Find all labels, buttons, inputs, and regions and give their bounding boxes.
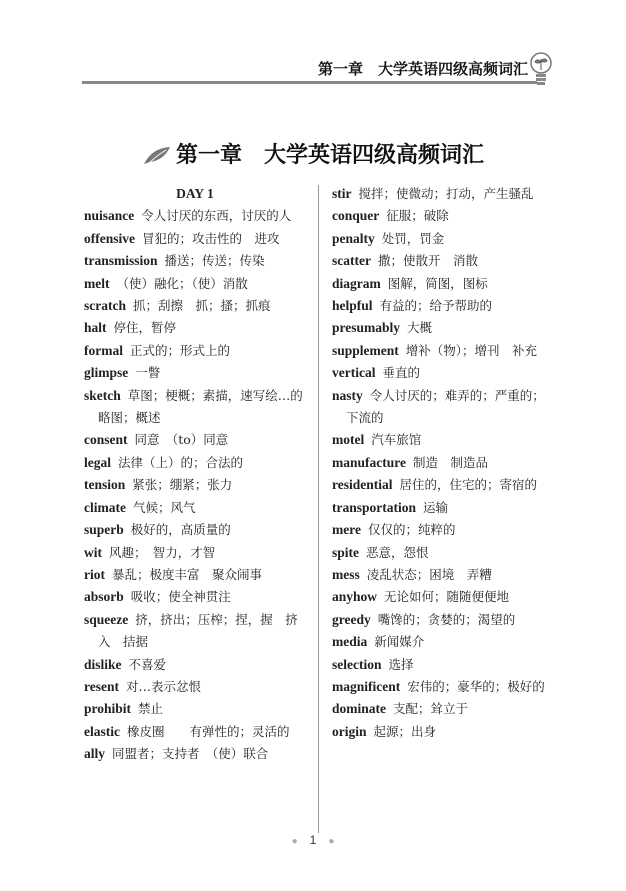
vocab-entry	[84, 654, 306, 676]
vocab-entry	[84, 452, 306, 474]
day-heading: DAY 1	[176, 186, 214, 201]
vocab-definition: 增补（物）；增刊 补充	[405, 342, 538, 358]
vocab-definition: 运输	[423, 499, 449, 515]
vocab-definition: 对…表示忿恨	[126, 678, 202, 694]
vocab-definition: 橡皮圈 有弹性的；灵活的	[127, 723, 290, 739]
vocab-definition: 同盟者；支持者 （使）联合	[112, 746, 269, 762]
vocab-definition: 有益的；给予帮助的	[379, 298, 493, 314]
vocab-word: media	[332, 634, 368, 650]
vocab-word: transmission	[84, 253, 158, 269]
vocab-definition: 宏伟的；豪华的；极好的	[407, 678, 545, 694]
vocab-word: dislike	[84, 656, 122, 672]
vocab-definition: 正式的；形式上的	[129, 342, 230, 358]
vocab-entry	[84, 429, 306, 451]
chapter-title-text: 第一章 大学英语四级高频词汇	[175, 143, 484, 168]
vocab-word: wit	[84, 544, 102, 560]
vocab-word: anyhow	[332, 589, 378, 605]
vocab-entry	[84, 250, 306, 272]
vocab-word: residential	[332, 477, 393, 493]
vocab-word: mere	[332, 522, 361, 538]
vocab-word: stir	[332, 186, 352, 201]
vocab-entry	[332, 474, 554, 496]
vocab-entry	[84, 317, 306, 339]
vocab-definition: 处罚，罚金	[381, 230, 445, 246]
vocab-entry	[332, 721, 554, 743]
vocab-word: scratch	[84, 298, 126, 314]
vocab-definition: 无论如何；随随便便地	[384, 589, 510, 605]
vocab-definition: 禁止	[138, 701, 164, 717]
vocab-word: supplement	[332, 342, 399, 358]
vocab-entry	[332, 317, 554, 339]
vocab-entry	[332, 564, 554, 586]
vocab-definition: 制造 制造品	[413, 454, 489, 470]
footer-dot: ●	[328, 836, 335, 847]
vocab-entry	[84, 542, 306, 564]
vocab-word: offensive	[84, 230, 135, 246]
vocab-definition: 一瞥	[135, 365, 161, 381]
vocab-entry	[332, 183, 554, 205]
vocab-definition: 大概	[407, 320, 433, 336]
vocab-entry	[332, 340, 554, 362]
vocab-entry	[332, 250, 554, 272]
vocab-entry	[84, 474, 306, 496]
vocab-entry	[332, 631, 554, 653]
vocab-definition: 冒犯的；攻击性的 进攻	[142, 230, 280, 246]
vocab-word: prohibit	[84, 701, 132, 717]
vocab-definition: 草图；梗概；素描，速写绘…的略图；概述	[98, 387, 303, 426]
lightbulb-sprout-icon	[528, 50, 554, 90]
vocab-definition: 同意 （to）同意	[134, 432, 229, 448]
chapter-title	[0, 138, 626, 169]
vocab-definition: 新闻媒介	[374, 634, 425, 650]
page-number: 1	[309, 833, 317, 847]
vocab-word: tension	[84, 477, 126, 493]
vocab-entry	[84, 519, 306, 541]
vocab-entry	[84, 340, 306, 362]
vocab-entry	[332, 295, 554, 317]
vocab-definition: 法律（上）的；合法的	[118, 454, 244, 470]
vocab-definition: 令人讨厌的东西，讨厌的人	[141, 208, 292, 224]
vocab-entry	[84, 362, 306, 384]
vocab-definition: 暴乱；极度丰富 聚众闹事	[112, 566, 263, 582]
vocab-word: dominate	[332, 701, 386, 717]
vocab-entry	[332, 362, 554, 384]
vocab-word: origin	[332, 723, 367, 739]
vocab-definition: 挤，挤出；压榨；捏，握 挤入 拮据	[98, 611, 298, 650]
vocab-definition: 起源；出身	[373, 723, 437, 739]
vocab-entry	[84, 698, 306, 720]
vocab-entry	[332, 205, 554, 227]
vocab-definition: 居住的，住宅的；寄宿的	[399, 477, 538, 493]
vocab-entry	[332, 654, 554, 676]
vocab-word: climate	[84, 499, 126, 515]
vocab-definition: 极好的，高质量的	[130, 522, 231, 538]
vocab-word: formal	[84, 342, 123, 358]
footer-dot: ●	[291, 836, 298, 847]
vocab-word: consent	[84, 432, 128, 448]
vocab-entry	[84, 676, 306, 698]
vocab-word: vertical	[332, 365, 376, 381]
vocab-word: selection	[332, 656, 382, 672]
vocab-word: manufacture	[332, 454, 406, 470]
vocab-word: absorb	[84, 589, 124, 605]
vocab-word: greedy	[332, 611, 371, 627]
vocab-entry	[332, 273, 554, 295]
vocab-definition: 抓；刮擦 抓；搔；抓痕	[132, 298, 271, 314]
vocab-entry	[332, 698, 554, 720]
vocab-entry	[332, 586, 554, 608]
leaf-icon	[142, 144, 172, 168]
vocab-word: squeeze	[84, 611, 129, 627]
vocab-definition: 垂直的	[382, 365, 420, 381]
vocab-entry	[332, 228, 554, 250]
vocab-word: elastic	[84, 723, 120, 739]
vocab-word: legal	[84, 454, 111, 470]
vocab-entry	[332, 429, 554, 451]
vocab-word: conquer	[332, 208, 380, 224]
vocab-definition: 支配；耸立于	[393, 701, 469, 717]
vocab-word: motel	[332, 432, 365, 448]
vocab-word: glimpse	[84, 365, 129, 381]
vocab-entry	[332, 385, 554, 430]
vocab-entry	[84, 743, 306, 765]
vocab-definition: 仅仅的；纯粹的	[367, 522, 456, 538]
vocab-word: spite	[332, 544, 359, 560]
vocab-entry	[84, 586, 306, 608]
vocab-word: ally	[84, 746, 106, 762]
vocab-definition: 紧张；绷紧；张力	[132, 477, 233, 493]
vocab-entry	[332, 676, 554, 698]
vocab-entry	[84, 564, 306, 586]
vocab-word: superb	[84, 522, 124, 538]
vocab-entry	[332, 542, 554, 564]
vocab-word: halt	[84, 320, 107, 336]
vocab-definition: 气候；风气	[132, 499, 196, 515]
left-column	[84, 183, 306, 766]
vocab-definition: 恶意，怨恨	[366, 544, 429, 560]
vocab-entry	[84, 385, 306, 430]
vocab-entry	[84, 497, 306, 519]
vocab-word: diagram	[332, 275, 381, 291]
vocab-word: penalty	[332, 230, 375, 246]
vocab-word: presumably	[332, 320, 401, 336]
vocab-word: magnificent	[332, 678, 401, 694]
vocab-definition: 搅拌；使微动；打动，产生骚乱	[358, 186, 534, 201]
vocab-definition: 令人讨厌的；难弄的；严重的；下流的	[346, 387, 545, 426]
vocab-entry	[84, 228, 306, 250]
vocab-definition: 不喜爱	[128, 656, 167, 672]
vocab-entry	[332, 452, 554, 474]
vocab-entry	[84, 609, 306, 654]
vocab-definition: 征服；破除	[386, 208, 449, 224]
vocab-word: transportation	[332, 499, 416, 515]
vocab-word: nasty	[332, 387, 363, 403]
running-header: 第一章 大学英语四级高频词汇	[318, 60, 529, 78]
vocab-word: melt	[84, 275, 110, 291]
vocab-entry	[84, 273, 306, 295]
vocab-entry	[84, 295, 306, 317]
vocab-entry	[84, 205, 306, 227]
vocab-definition: 选择	[388, 656, 414, 672]
vocab-definition: 风趣； 智力，才智	[109, 544, 216, 560]
vocab-entry	[84, 721, 306, 743]
column-divider	[318, 185, 319, 833]
vocab-word: scatter	[332, 253, 371, 269]
vocab-word: nuisance	[84, 208, 135, 224]
vocab-entry	[332, 609, 554, 631]
vocab-definition: 凌乱状态；困境 弄糟	[366, 566, 492, 582]
page-footer	[0, 833, 626, 847]
vocab-definition: 汽车旅馆	[371, 432, 422, 448]
vocab-definition: （使）融化；（使）消散	[116, 275, 248, 291]
vocab-entry	[332, 519, 554, 541]
vocab-definition: 图解，简图，图标	[387, 275, 488, 291]
vocab-definition: 停住，暂停	[113, 320, 177, 336]
right-column	[332, 183, 554, 743]
vocab-word: riot	[84, 566, 105, 582]
vocab-definition: 撒；使散开 消散	[377, 253, 478, 269]
vocab-entry	[332, 497, 554, 519]
vocab-word: sketch	[84, 387, 121, 403]
vocab-definition: 播送；传送；传染	[164, 253, 265, 269]
vocab-definition: 吸收；使全神贯注	[130, 589, 231, 605]
vocab-word: resent	[84, 678, 119, 694]
vocab-definition: 嘴馋的；贪婪的；渴望的	[377, 611, 516, 627]
header-rule	[82, 81, 537, 84]
vocab-word: mess	[332, 566, 360, 582]
vocab-word: helpful	[332, 298, 373, 314]
